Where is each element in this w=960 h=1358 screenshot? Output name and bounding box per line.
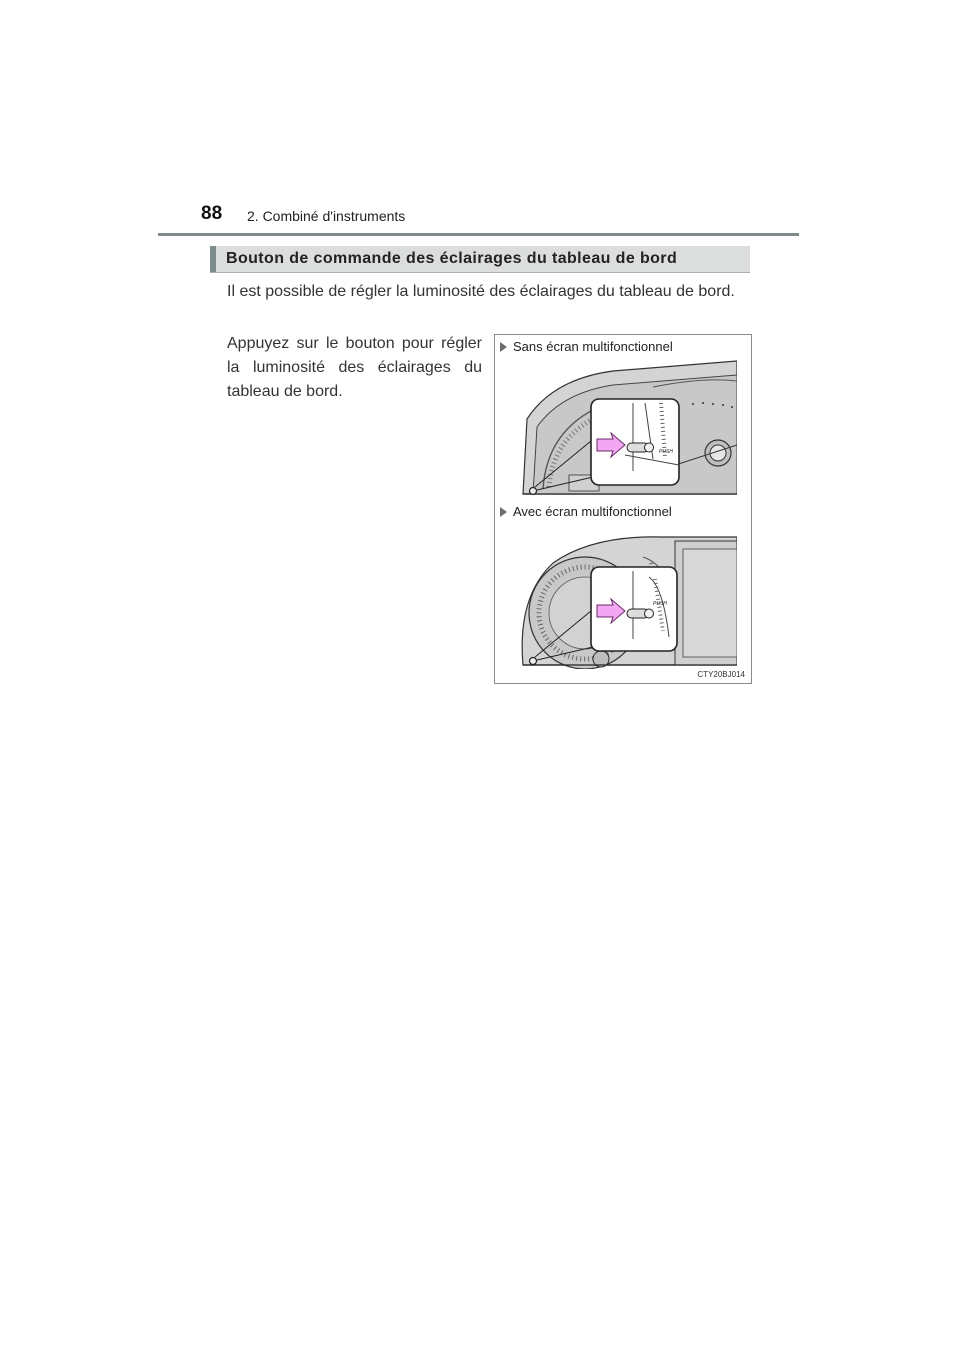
chapter-title: 2. Combiné d'instruments [247, 208, 406, 224]
cluster-illustration-without-display [513, 359, 737, 499]
triangle-bullet-icon [500, 342, 507, 352]
illustration-frame [494, 334, 752, 684]
label-without-display-text: Sans écran multifonctionnel [513, 339, 673, 354]
push-label: PUSH [653, 601, 667, 607]
label-with-display [500, 504, 672, 519]
header-rule [158, 233, 799, 236]
label-without-display [500, 339, 673, 354]
triangle-bullet-icon [500, 507, 507, 517]
push-label: PUSH [659, 449, 673, 455]
intro-paragraph: Il est possible de régler la luminosité des éclairages du tableau de bord. [227, 283, 735, 300]
page-number: 88 [201, 203, 223, 224]
section-header [210, 246, 750, 273]
section-accent [210, 246, 216, 272]
section-title: Bouton de commande des éclairages du tableau de bord [226, 250, 678, 267]
label-with-display-text: Avec écran multifonctionnel [513, 504, 672, 519]
instruction-paragraph: Appuyez sur le bouton pour régler la luminosité des éclairages du tableau de bord. [227, 335, 482, 400]
illustration-code: CTY20BJ014 [697, 670, 745, 679]
cluster-illustration-with-display [513, 527, 737, 669]
